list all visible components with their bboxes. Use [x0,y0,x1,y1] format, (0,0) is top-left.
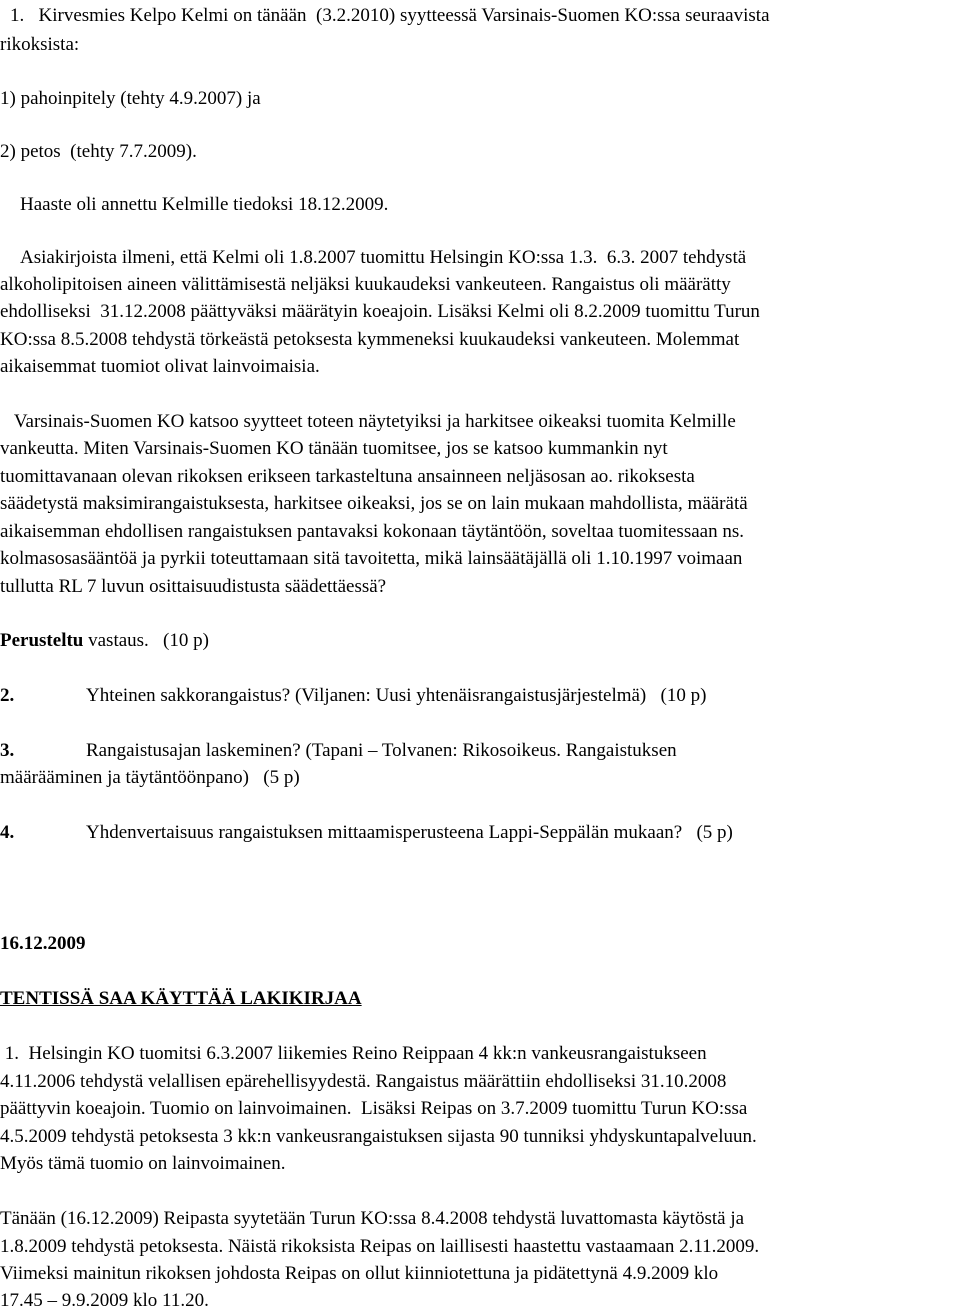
q1-records-line-5: aikaisemmat tuomiot olivat lainvoimaisia. [0,356,320,377]
q1-question-line-2: vankeutta. Miten Varsinais-Suomen KO tänään tuomitsee, jos se katsoo kummankin nyt [0,438,668,459]
q1-question-line-5: aikaisemman ehdollisen rangaistuksen pantavaksi kokonaan täytäntöön, soveltaa tuomitessaan ns. [0,521,744,542]
exam2-q1-line-3: päättyvin koeajoin. Tuomio on lainvoimainen. Lisäksi Reipas on 3.7.2009 tuomittu Turun KO:ssa [0,1098,748,1119]
q1-records-line-2: alkoholipitoisen aineen välittämisestä neljäksi kuukaudeksi vankeuteen. Rangaistus oli määrätty [0,274,731,295]
q1-question-line-4: säädetystä maksimirangaistuksesta, harkitsee oikeaksi, jos se on lain mukaan mahdollista, määrätä [0,493,748,514]
q1-question-line-3: tuomittavanaan olevan rikoksen erikseen tarkasteltuna ansainneen neljäsosan ao. rikoksesta [0,466,695,487]
q4-text: Yhdenvertaisuus rangaistuksen mittaamisperusteena Lappi-Seppälän mukaan? (5 p) [86,822,733,843]
exam2-q1-line-2: 4.11.2006 tehdystä velallisen epärehellisyydestä. Rangaistus määrättiin ehdolliseksi 31.10.2008 [0,1071,727,1092]
exam2-q1-line-5: Myös tämä tuomio on lainvoimainen. [0,1153,286,1174]
exam2-q1b-line-1: Tänään (16.12.2009) Reipasta syytetään Turun KO:ssa 8.4.2008 tehdystä luvattomasta käytöstä ja [0,1208,745,1229]
q1-question-line-7: tullutta RL 7 luvun osittaisuudistusta säädettäessä? [0,576,387,597]
q1-records-line-4: KO:ssa 8.5.2008 tehdystä törkeästä petoksesta kymmeneksi kuukaudeksi vankeuteen. Molemmat [0,329,740,350]
exam2-q1b-line-4: 17.45 – 9.9.2009 klo 11.20. [0,1290,209,1310]
q2-number: 2. [0,685,15,706]
q1-charge-2: 2) petos (tehty 7.7.2009). [0,141,197,162]
exam2-notice: TENTISSÄ SAA KÄYTTÄÄ LAKIKIRJAA [0,988,362,1009]
q1-question-line-1: Varsinais-Suomen KO katsoo syytteet toteen näytetyiksi ja harkitsee oikeaksi tuomita Kelmille [0,411,736,432]
q3-text-2: määrääminen ja täytäntöönpano) (5 p) [0,767,300,788]
q3-number: 3. [0,740,15,761]
q1-answer-note [0,627,209,655]
q1-intro-line-1: 1. Kirvesmies Kelpo Kelmi on tänään (3.2.2010) syytteessä Varsinais-Suomen KO:ssa seuraavista [10,5,770,26]
answer-points: vastaus. (10 p) [83,630,209,651]
exam2-q1-line-4: 4.5.2009 tehdystä petoksesta 3 kk:n vankeusrangaistuksen sijasta 90 tunniksi yhdyskuntapalveluun. [0,1126,757,1147]
q1-charge-1: 1) pahoinpitely (tehty 4.9.2007) ja [0,88,261,109]
q1-records-line-3: ehdolliseksi 31.12.2008 päättyväksi määrätyin koeajoin. Lisäksi Kelmi oli 8.2.2009 tuomittu Turun [0,301,760,322]
q3-text: Rangaistusajan laskeminen? (Tapani – Tolvanen: Rikosoikeus. Rangaistuksen [86,740,677,761]
exam2-date: 16.12.2009 [0,933,86,954]
q2-text: Yhteinen sakkorangaistus? (Viljanen: Uusi yhtenäisrangaistusjärjestelmä) (10 p) [86,685,707,706]
q1-question-line-6: kolmasosasääntöä ja pyrkii toteuttamaan sitä tavoitetta, mikä lainsäätäjällä oli 1.10.1997 voimaan [0,548,743,569]
exam2-q1b-line-2: 1.8.2009 tehdystä petoksesta. Näistä rikoksista Reipas on laillisesti haastettu vastaamaan 2.11.2009. [0,1236,760,1257]
q1-intro-line-2: rikoksista: [0,34,80,55]
exam2-q1b-line-3: Viimeksi mainitun rikoksen johdosta Reipas on ollut kiinniotettuna ja pidätettynä 4.9.2009 klo [0,1263,719,1284]
q4-number: 4. [0,822,15,843]
q1-summons: Haaste oli annettu Kelmille tiedoksi 18.12.2009. [20,194,389,215]
exam2-q1-line-1: 1. Helsingin KO tuomitsi 6.3.2007 liikemies Reino Reippaan 4 kk:n vankeusrangaistukseen [0,1043,707,1064]
answer-bold-label: Perusteltu [0,630,84,651]
q1-records-line-1: Asiakirjoista ilmeni, että Kelmi oli 1.8.2007 tuomittu Helsingin KO:ssa 1.3. 6.3. 2007 tehdystä [20,247,747,268]
